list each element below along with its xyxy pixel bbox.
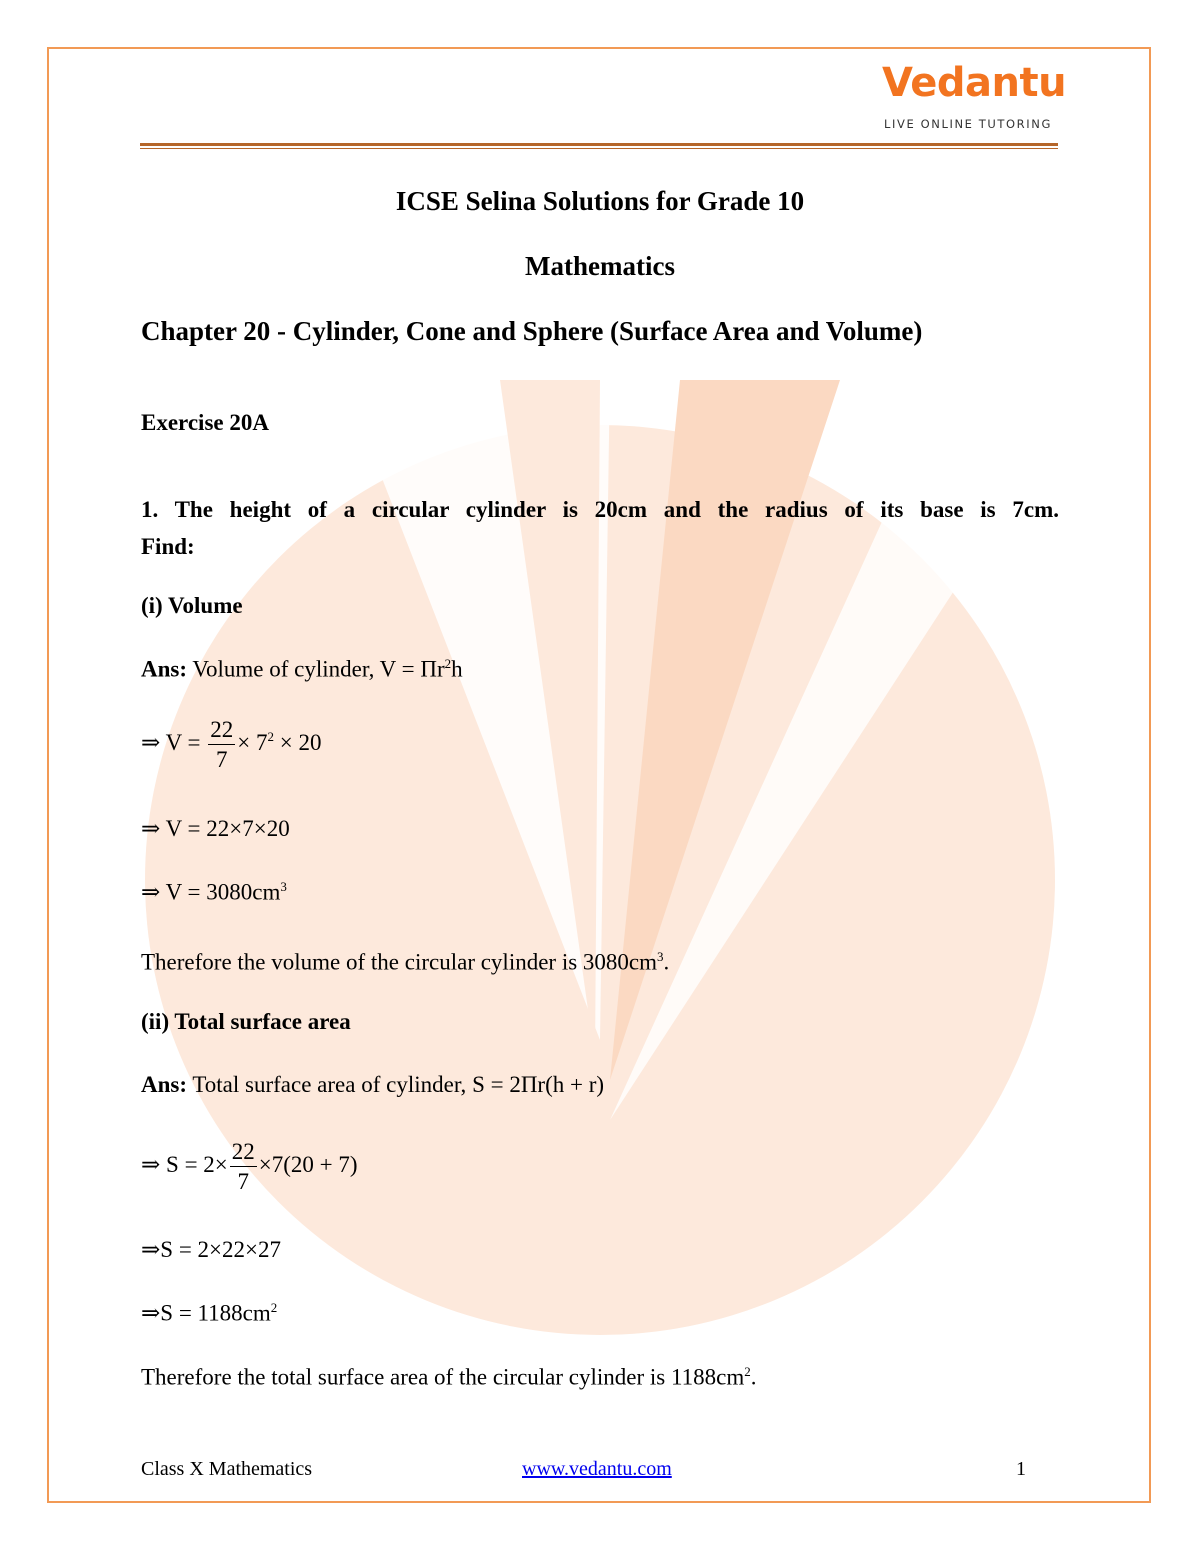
fraction-denominator: 7: [237, 1169, 250, 1194]
step-lhs: ⇒ V =: [141, 729, 207, 755]
formula: V = Πr: [379, 656, 445, 682]
question-text: 1. The height of a circular cylinder is 20cm and the radius of its base is 7cm.: [141, 497, 1059, 522]
step-exponent: 2: [267, 729, 275, 745]
step-rhs: × 7: [237, 729, 268, 755]
step-exponent: 3: [280, 879, 287, 894]
fraction-numerator: 22: [230, 1140, 257, 1167]
part2-conclusion: [141, 1364, 757, 1391]
part2-step2: ⇒S = 2×22×27: [141, 1237, 281, 1262]
part1-answer-line: [141, 656, 463, 683]
step-exponent: 2: [270, 1300, 278, 1315]
ans-text: Total surface area of cylinder,: [187, 1072, 473, 1097]
conclusion-period: .: [663, 949, 670, 975]
formula-exponent: 2: [444, 656, 452, 671]
formula-tail: h: [451, 656, 463, 682]
conclusion-value: 1188cm: [671, 1364, 745, 1390]
header-rule: [140, 143, 1058, 146]
step-value: ⇒S = 1188cm: [141, 1300, 271, 1326]
fraction-numerator: 22: [208, 718, 235, 745]
logo-wordmark: Vedantu: [882, 60, 1067, 106]
footer-class-label: Class X Mathematics: [141, 1458, 313, 1480]
page-number: 1: [1016, 1458, 1026, 1480]
fraction: [230, 1140, 257, 1193]
exercise-heading: Exercise 20A: [141, 410, 269, 435]
part1-step3: [141, 879, 287, 906]
conclusion-exponent: 2: [744, 1364, 751, 1379]
footer-website-link[interactable]: www.vedantu.com: [522, 1458, 672, 1480]
conclusion-period: .: [750, 1364, 757, 1390]
doc-subject: Mathematics: [525, 251, 675, 281]
conclusion-text: Therefore the total surface area of the circular cylinder is: [141, 1364, 671, 1390]
part2-answer-line: [141, 1072, 604, 1098]
step-value: ⇒ V = 3080cm: [141, 879, 281, 905]
conclusion-value: 3080cm: [582, 949, 658, 975]
fraction: [208, 718, 235, 771]
part2-label: (ii) Total surface area: [141, 1009, 351, 1034]
step-rhs: ×7(20 + 7): [258, 1151, 358, 1177]
part1-label: (i) Volume: [141, 593, 243, 618]
logo-tagline: LIVE ONLINE TUTORING: [884, 117, 1052, 131]
conclusion-exponent: 3: [657, 949, 664, 964]
ans-label: Ans:: [141, 656, 188, 682]
header-rule-thin: [140, 148, 1058, 149]
part2-step3: [141, 1300, 277, 1327]
part1-step1: [141, 718, 322, 771]
vedantu-logo[interactable]: [878, 60, 1068, 140]
step-tail: × 20: [274, 729, 322, 755]
ans-text: Volume of cylinder,: [187, 656, 380, 682]
chapter-title: Chapter 20 - Cylinder, Cone and Sphere (Surface Area and Volume): [141, 316, 923, 346]
conclusion-text: Therefore the volume of the circular cylinder is: [141, 949, 583, 975]
step-lhs: ⇒ S = 2×: [141, 1151, 228, 1177]
formula: S = 2Πr(h + r): [472, 1072, 605, 1097]
question-find: Find:: [141, 534, 195, 559]
part1-step2: ⇒ V = 22×7×20: [141, 816, 290, 841]
ans-label: Ans:: [141, 1072, 188, 1097]
doc-title: ICSE Selina Solutions for Grade 10: [395, 186, 805, 216]
part1-conclusion: [141, 949, 669, 976]
fraction-denominator: 7: [216, 747, 228, 772]
part2-step1: [141, 1140, 358, 1193]
